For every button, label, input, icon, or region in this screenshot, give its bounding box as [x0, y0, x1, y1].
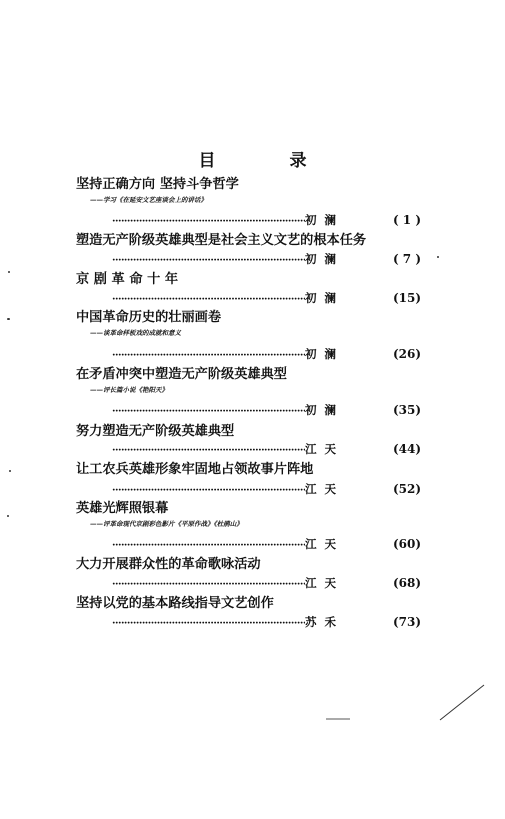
entry-author: 江 天 — [305, 482, 339, 496]
entry-author: 初 澜 — [305, 291, 339, 305]
entry-title: 在矛盾冲突中塑造无产阶级英雄典型 — [76, 367, 287, 382]
entry-page-number: (73) — [392, 615, 421, 629]
entry-author: 初 澜 — [305, 213, 339, 227]
entry-page-number: (60) — [392, 537, 421, 551]
entry-page-number: ( 7 ) — [392, 252, 421, 266]
entry-page-number: (15) — [392, 291, 421, 305]
entry-author: 初 澜 — [305, 252, 339, 266]
entry-title: 让工农兵英雄形象牢固地占领故事片阵地 — [76, 462, 314, 477]
entry-page-number: (68) — [392, 576, 421, 590]
entry-page-number: (26) — [392, 347, 421, 361]
page-title: 目 录 — [198, 151, 341, 171]
entry-subtitle: ——谈革命样板戏的成就和意义 — [90, 329, 181, 337]
entry-title: 坚持以党的基本路线指导文艺创作 — [76, 596, 274, 611]
entry-author: 初 澜 — [305, 403, 339, 417]
entry-page-number: (52) — [392, 482, 421, 496]
entry-author: 江 天 — [305, 537, 339, 551]
entry-page-number: ( 1 ) — [392, 213, 421, 227]
entry-author: 苏 禾 — [305, 615, 339, 629]
entry-subtitle: ——评革命现代京剧彩色影片《平原作战》《杜鹃山》 — [90, 520, 243, 528]
entry-author: 江 天 — [305, 442, 339, 456]
entry-page-number: (35) — [392, 403, 421, 417]
entry-title: 英雄光辉照银幕 — [76, 501, 169, 516]
entry-title: 塑造无产阶级英雄典型是社会主义文艺的根本任务 — [76, 233, 367, 248]
entry-title: 大力开展群众性的革命歌咏活动 — [76, 557, 261, 572]
entry-subtitle: ——评长篇小说《艳阳天》 — [90, 386, 168, 394]
entry-author: 江 天 — [305, 576, 339, 590]
entry-title: 努力塑造无产阶级英雄典型 — [76, 424, 235, 439]
entry-subtitle: ——学习《在延安文艺座谈会上的讲话》 — [90, 196, 207, 204]
entry-page-number: (44) — [392, 442, 421, 456]
entry-title: 坚持正确方向 坚持斗争哲学 — [76, 177, 239, 192]
entry-title: 中国革命历史的壮丽画卷 — [76, 310, 222, 325]
entry-author: 初 澜 — [305, 347, 339, 361]
entry-title: 京 剧 革 命 十 年 — [76, 272, 179, 287]
